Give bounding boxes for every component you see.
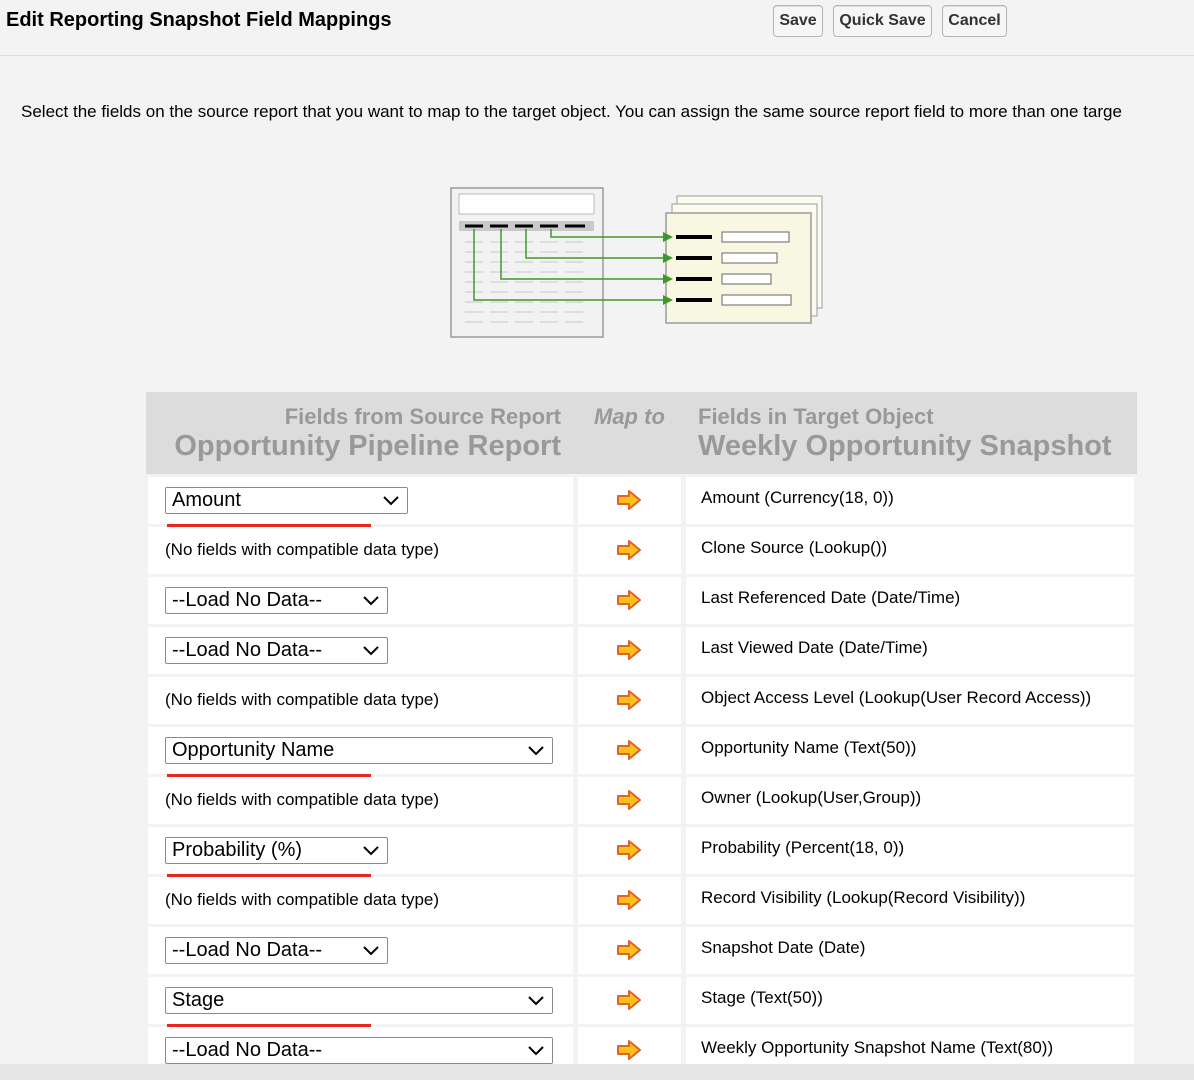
target-field-cell — [686, 477, 1134, 524]
table-header — [146, 392, 1137, 474]
chevron-down-icon — [382, 495, 400, 507]
source-field-cell — [148, 577, 573, 624]
save-button[interactable]: Save — [773, 5, 823, 37]
target-field-label: Snapshot Date (Date) — [701, 938, 866, 957]
no-compatible-fields-text: (No fields with compatible data type) — [165, 690, 440, 709]
source-field-select[interactable] — [165, 487, 408, 514]
map-arrow-cell — [578, 777, 681, 824]
source-field-select[interactable] — [165, 637, 388, 664]
right-arrow-icon — [616, 539, 642, 561]
source-field-select[interactable] — [165, 987, 553, 1014]
source-field-cell — [148, 977, 573, 1024]
right-arrow-icon — [616, 589, 642, 611]
no-compatible-fields-text: (No fields with compatible data type) — [165, 890, 440, 909]
source-field-value: Probability (%) — [172, 839, 303, 861]
table-row — [146, 677, 1137, 724]
no-compatible-fields-text: (No fields with compatible data type) — [165, 790, 440, 809]
map-arrow-cell — [578, 677, 681, 724]
source-field-select[interactable] — [165, 587, 388, 614]
target-field-cell — [686, 727, 1134, 774]
map-arrow-cell — [578, 527, 681, 574]
target-field-cell — [686, 577, 1134, 624]
field-mapping-table — [146, 392, 1137, 1074]
table-row — [146, 827, 1137, 874]
target-field-cell — [686, 777, 1134, 824]
chevron-down-icon — [362, 945, 380, 957]
source-field-select[interactable] — [165, 837, 388, 864]
no-compatible-fields-text: (No fields with compatible data type) — [165, 540, 440, 559]
right-arrow-icon — [616, 639, 642, 661]
source-field-select[interactable] — [165, 937, 388, 964]
quick-save-button[interactable]: Quick Save — [833, 5, 932, 37]
page-header — [0, 0, 1194, 56]
table-row — [146, 527, 1137, 574]
right-arrow-icon — [616, 789, 642, 811]
source-field-cell — [148, 827, 573, 874]
right-arrow-icon — [616, 939, 642, 961]
target-field-label: Stage (Text(50)) — [701, 988, 823, 1007]
target-field-cell — [686, 927, 1134, 974]
source-field-cell — [148, 477, 573, 524]
chevron-down-icon — [527, 745, 545, 757]
source-field-value: --Load No Data-- — [172, 589, 323, 611]
source-report-caption: Fields from Source Report — [284, 404, 561, 429]
target-field-label: Record Visibility (Lookup(Record Visibility)) — [701, 888, 1026, 907]
right-arrow-icon — [616, 839, 642, 861]
target-field-label: Amount (Currency(18, 0)) — [701, 488, 894, 507]
target-field-label: Last Referenced Date (Date/Time) — [701, 588, 961, 607]
map-to-header: Map to — [594, 404, 665, 429]
source-field-cell — [148, 877, 573, 924]
map-arrow-cell — [578, 477, 681, 524]
source-field-value: Stage — [172, 989, 225, 1011]
target-field-label: Last Viewed Date (Date/Time) — [701, 638, 928, 657]
source-field-cell — [148, 527, 573, 574]
cancel-button[interactable]: Cancel — [942, 5, 1007, 37]
table-row — [146, 877, 1137, 924]
map-arrow-cell — [578, 977, 681, 1024]
page-title: Edit Reporting Snapshot Field Mappings — [6, 9, 392, 31]
right-arrow-icon — [616, 489, 642, 511]
table-row — [146, 927, 1137, 974]
target-field-cell — [686, 527, 1134, 574]
source-field-select[interactable] — [165, 1037, 553, 1064]
source-field-select[interactable] — [165, 737, 553, 764]
table-row — [146, 727, 1137, 774]
target-field-label: Weekly Opportunity Snapshot Name (Text(80)) — [701, 1038, 1054, 1057]
target-object-caption: Fields in Target Object — [698, 404, 934, 429]
right-arrow-icon — [616, 989, 642, 1011]
map-arrow-cell — [578, 827, 681, 874]
source-report-name: Opportunity Pipeline Report — [174, 430, 561, 462]
target-field-cell — [686, 627, 1134, 674]
target-field-label: Clone Source (Lookup()) — [701, 538, 888, 557]
source-field-cell — [148, 627, 573, 674]
table-row — [146, 977, 1137, 1024]
chevron-down-icon — [362, 645, 380, 657]
table-row — [146, 627, 1137, 674]
field-mapping-diagram — [440, 180, 830, 345]
table-row — [146, 477, 1137, 524]
target-field-label: Probability (Percent(18, 0)) — [701, 838, 905, 857]
chevron-down-icon — [362, 845, 380, 857]
chevron-down-icon — [527, 1045, 545, 1057]
target-field-cell — [686, 977, 1134, 1024]
source-field-cell — [148, 727, 573, 774]
right-arrow-icon — [616, 739, 642, 761]
chevron-down-icon — [362, 595, 380, 607]
target-field-label: Object Access Level (Lookup(User Record Access)) — [701, 688, 1092, 707]
source-field-value: --Load No Data-- — [172, 639, 323, 661]
map-arrow-cell — [578, 927, 681, 974]
target-field-cell — [686, 877, 1134, 924]
map-arrow-cell — [578, 727, 681, 774]
source-field-cell — [148, 927, 573, 974]
instructions-text: Select the fields on the source report that you want to map to the target object. You can assign the same source report field to more than one targe — [21, 102, 1122, 121]
source-field-value: Amount — [172, 489, 241, 511]
source-field-cell — [148, 777, 573, 824]
table-row — [146, 577, 1137, 624]
right-arrow-icon — [616, 1039, 642, 1061]
target-object-name: Weekly Opportunity Snapshot — [698, 430, 1112, 462]
map-arrow-cell — [578, 577, 681, 624]
target-field-cell — [686, 827, 1134, 874]
target-field-cell — [686, 677, 1134, 724]
source-field-value: --Load No Data-- — [172, 939, 323, 961]
right-arrow-icon — [616, 689, 642, 711]
target-field-label: Owner (Lookup(User,Group)) — [701, 788, 922, 807]
table-row — [146, 777, 1137, 824]
source-field-value: Opportunity Name — [172, 739, 335, 761]
source-field-value: --Load No Data-- — [172, 1039, 323, 1061]
target-field-label: Opportunity Name (Text(50)) — [701, 738, 917, 757]
right-arrow-icon — [616, 889, 642, 911]
source-field-cell — [148, 677, 573, 724]
map-arrow-cell — [578, 627, 681, 674]
map-arrow-cell — [578, 877, 681, 924]
chevron-down-icon — [527, 995, 545, 1007]
bottom-scroll-area — [0, 1064, 1194, 1080]
